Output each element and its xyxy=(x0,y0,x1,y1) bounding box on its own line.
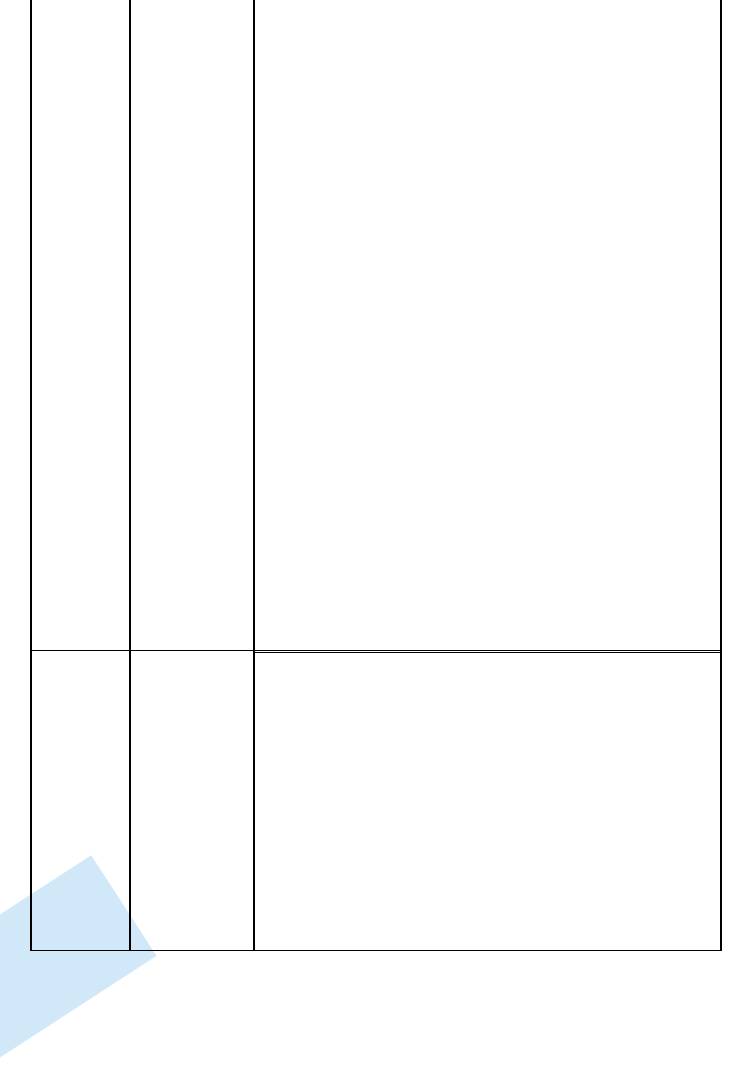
table-border-right xyxy=(720,0,722,950)
question-points xyxy=(138,681,250,708)
table-border-col1 xyxy=(129,0,131,950)
question-label-cell xyxy=(138,654,250,708)
question-number xyxy=(138,654,250,681)
mo-bai-line xyxy=(261,654,716,681)
table-row-divider-inner xyxy=(253,652,722,653)
answer-cell-cau-1 xyxy=(261,2,716,29)
watermark-corner-shape xyxy=(0,855,157,1065)
table-border-left xyxy=(30,0,32,950)
ket-doan-line xyxy=(261,2,716,29)
section-a-heading xyxy=(261,708,716,735)
answer-cell-cau-2 xyxy=(261,654,716,735)
than-bai-heading xyxy=(261,681,716,708)
table-border-col2 xyxy=(253,0,255,950)
table-row-divider xyxy=(30,650,722,651)
table-border-bottom xyxy=(30,950,722,951)
